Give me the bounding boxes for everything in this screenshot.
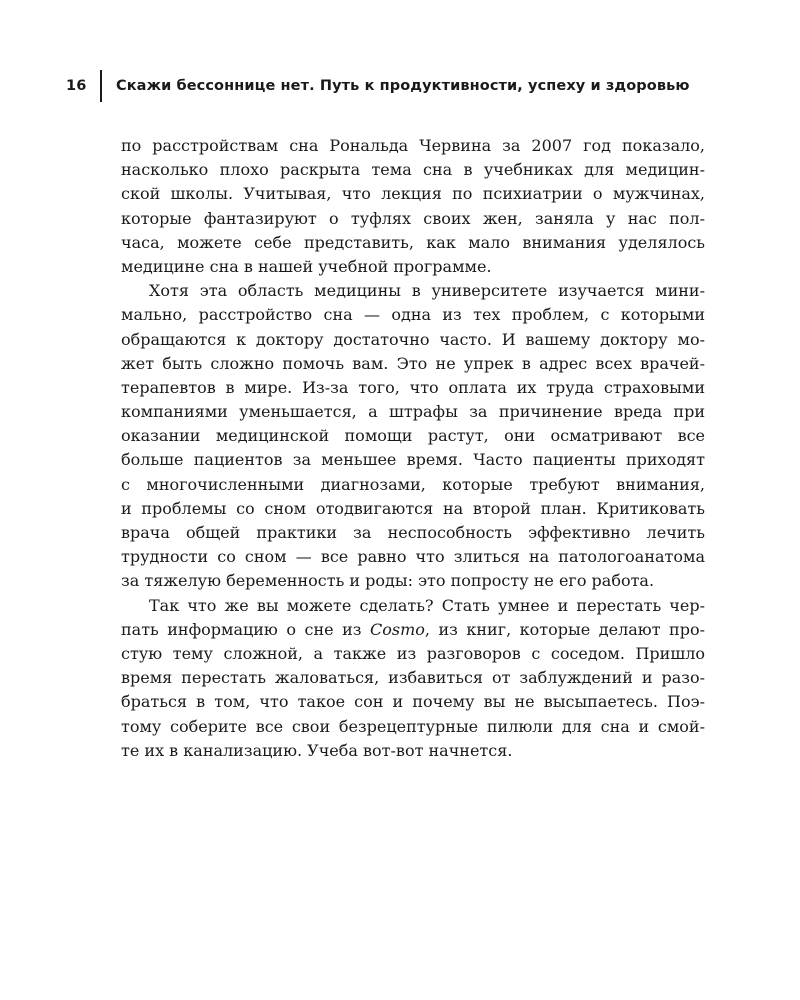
text-line: мально, расстройство сна — одна из тех проблем, с которыми <box>121 305 705 325</box>
text-line: терапевтов в мире. Из-за того, что оплата их труда страховыми <box>121 377 705 397</box>
text-line: насколько плохо раскрыта тема сна в учебниках для медицин- <box>121 160 705 180</box>
body-text <box>121 134 705 763</box>
running-header <box>66 70 690 102</box>
text-line: компаниями уменьшается, а штрафы за причинение вреда при <box>121 402 705 422</box>
page-number: 16 <box>66 78 87 94</box>
text-line: трудности со сном — все равно что злиться на патологоанатома <box>121 547 705 567</box>
text-line: обращаются к доктору достаточно часто. И вашему доктору мо- <box>121 329 705 349</box>
text-line: оказании медицинской помощи растут, они осматривают все <box>121 426 705 446</box>
emphasis-text: Cosmo <box>370 619 425 639</box>
text-line: с многочисленными диагнозами, которые требуют внимания, <box>121 474 705 494</box>
text-line: время перестать жаловаться, избавиться от заблуждений и разо- <box>121 668 705 688</box>
text-line: которые фантазируют о туфлях своих жен, заняла у нас пол- <box>121 208 705 228</box>
text-line: больше пациентов за меньшее время. Часто пациенты приходят <box>121 450 705 470</box>
text-line: врача общей практики за неспособность эффективно лечить <box>121 523 705 542</box>
text-line: браться в том, что такое сон и почему вы не высыпаетесь. Поэ- <box>121 692 705 712</box>
text-line: за тяжелую беременность и роды: это попросту не его работа. <box>121 571 655 591</box>
text-line: те их в канализацию. Учеба вот-вот начнется. <box>121 740 513 760</box>
paragraph-2 <box>121 279 705 593</box>
running-title: Скажи бессоннице нет. Путь к продуктивности, успеху и здоровью <box>116 78 690 94</box>
text-line: по расстройствам сна Рональда Червина за 2007 год показало, <box>121 136 705 155</box>
text-line: медицине сна в нашей учебной программе. <box>121 256 492 276</box>
text-line: тому соберите все свои безрецептурные пилюли для сна и смой- <box>121 716 705 736</box>
header-divider <box>100 70 102 102</box>
text-line: Хотя эта область медицины в университете изучается мини- <box>149 281 705 301</box>
text-line: Так что же вы можете сделать? Стать умнее и перестать чер- <box>149 595 705 615</box>
paragraph-1 <box>121 134 705 279</box>
text-line: ской школы. Учитывая, что лекция по психиатрии о мужчинах, <box>121 184 705 204</box>
text-line: и проблемы со сном отодвигаются на второй план. Критиковать <box>121 498 705 518</box>
paragraph-3 <box>121 594 705 763</box>
text-line: часа, можете себе представить, как мало внимания уделялось <box>121 232 705 252</box>
text-line: пать информацию о сне из Cosmo, из книг, которые делают про- <box>121 619 705 639</box>
text-line: жет быть сложно помочь вам. Это не упрек в адрес всех врачей- <box>121 353 705 373</box>
text-line: стую тему сложной, а также из разговоров с соседом. Пришло <box>121 643 705 663</box>
